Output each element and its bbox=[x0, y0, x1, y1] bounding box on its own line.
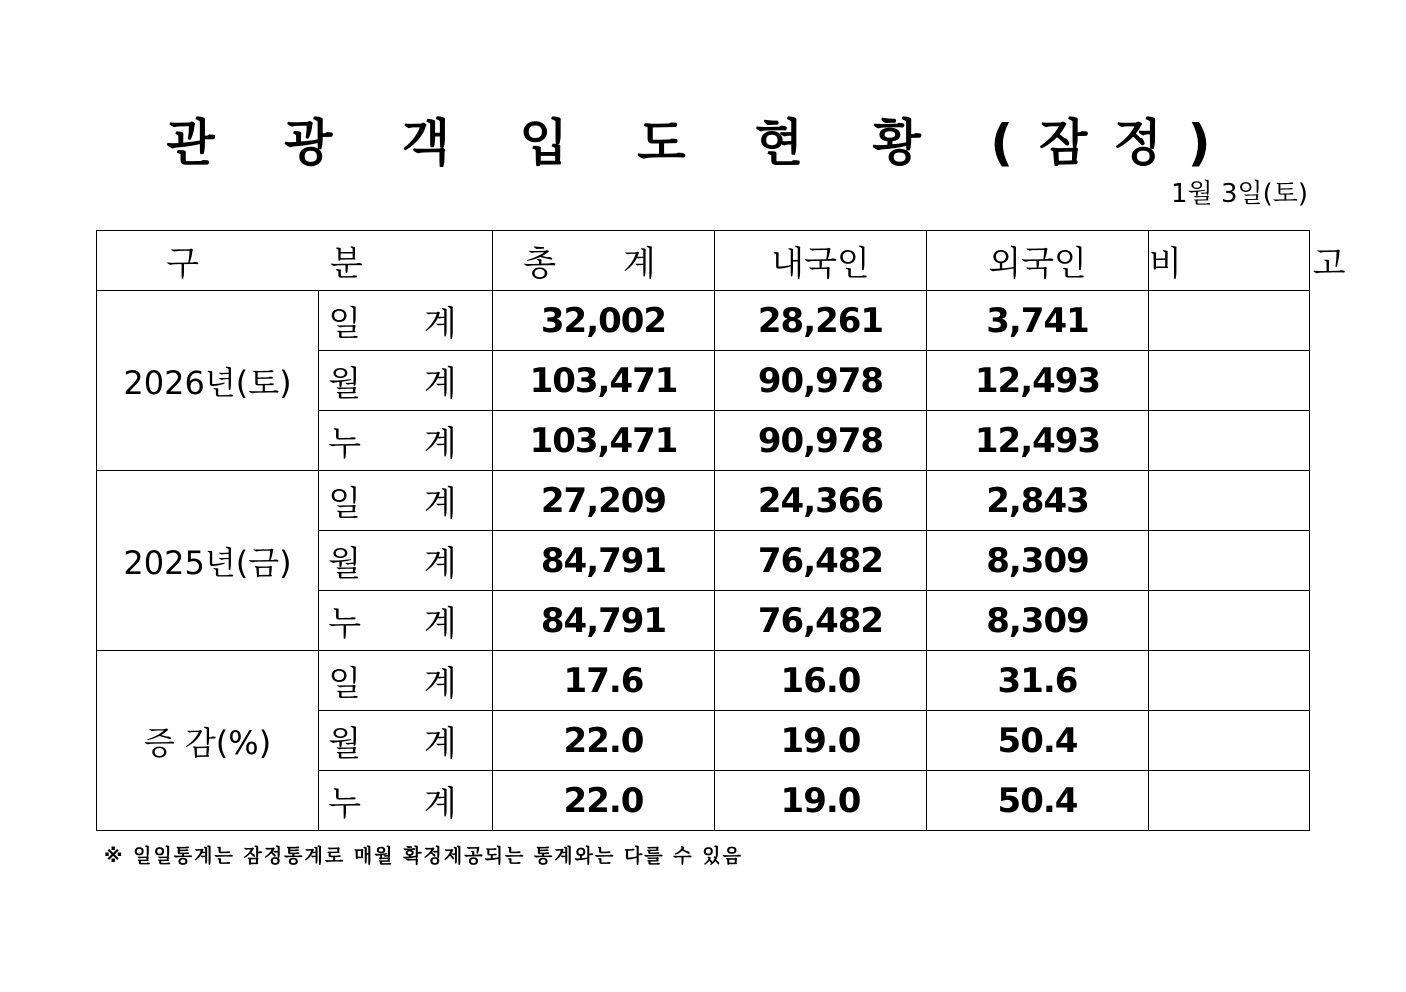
cell-domestic: 28,261 bbox=[715, 291, 927, 351]
cell-remarks bbox=[1149, 651, 1310, 711]
header-domestic: 내국인 bbox=[715, 231, 927, 291]
cell-total: 22.0 bbox=[493, 711, 715, 771]
footnote: ※ 일일통계는 잠정통계로 매월 확정제공되는 통계와는 다를 수 있음 bbox=[104, 845, 743, 867]
cell-foreign: 50.4 bbox=[927, 711, 1149, 771]
group-label-change: 증 감(%) bbox=[97, 651, 319, 831]
cell-total: 17.6 bbox=[493, 651, 715, 711]
cell-domestic: 24,366 bbox=[715, 471, 927, 531]
cell-total: 27,209 bbox=[493, 471, 715, 531]
cell-remarks bbox=[1149, 351, 1310, 411]
row-label: 일 계 bbox=[319, 651, 493, 711]
cell-foreign: 8,309 bbox=[927, 591, 1149, 651]
table-row bbox=[97, 291, 1310, 351]
cell-remarks bbox=[1149, 411, 1310, 471]
cell-total: 84,791 bbox=[493, 591, 715, 651]
cell-domestic: 90,978 bbox=[715, 351, 927, 411]
row-label: 누 계 bbox=[319, 591, 493, 651]
cell-total: 103,471 bbox=[493, 411, 715, 471]
cell-remarks bbox=[1149, 291, 1310, 351]
cell-foreign: 3,741 bbox=[927, 291, 1149, 351]
header-total: 총 계 bbox=[493, 231, 715, 291]
cell-foreign: 8,309 bbox=[927, 531, 1149, 591]
header-foreign: 외국인 bbox=[927, 231, 1149, 291]
table-row bbox=[97, 651, 1310, 711]
cell-domestic: 76,482 bbox=[715, 531, 927, 591]
header-category: 구 분 bbox=[97, 231, 493, 291]
header-remarks: 비 고 bbox=[1149, 231, 1310, 291]
cell-foreign: 31.6 bbox=[927, 651, 1149, 711]
cell-remarks bbox=[1149, 711, 1310, 771]
cell-total: 103,471 bbox=[493, 351, 715, 411]
cell-total: 84,791 bbox=[493, 531, 715, 591]
cell-remarks bbox=[1149, 531, 1310, 591]
cell-domestic: 19.0 bbox=[715, 771, 927, 831]
row-label: 월 계 bbox=[319, 711, 493, 771]
cell-foreign: 12,493 bbox=[927, 351, 1149, 411]
cell-domestic: 76,482 bbox=[715, 591, 927, 651]
group-label-2025: 2025년(금) bbox=[97, 471, 319, 651]
cell-foreign: 12,493 bbox=[927, 411, 1149, 471]
cell-domestic: 19.0 bbox=[715, 711, 927, 771]
row-label: 누 계 bbox=[319, 411, 493, 471]
row-label: 월 계 bbox=[319, 531, 493, 591]
visitor-stats-table bbox=[96, 230, 1406, 831]
table-row bbox=[97, 471, 1310, 531]
cell-total: 22.0 bbox=[493, 771, 715, 831]
report-date: 1월 3일(토) bbox=[1171, 179, 1308, 209]
cell-domestic: 90,978 bbox=[715, 411, 927, 471]
row-label: 일 계 bbox=[319, 471, 493, 531]
cell-domestic: 16.0 bbox=[715, 651, 927, 711]
page-title: 관 광 객 입 도 현 황 (잠정) bbox=[166, 114, 1237, 172]
row-label: 누 계 bbox=[319, 771, 493, 831]
cell-foreign: 2,843 bbox=[927, 471, 1149, 531]
cell-remarks bbox=[1149, 771, 1310, 831]
row-label: 월 계 bbox=[319, 351, 493, 411]
row-label: 일 계 bbox=[319, 291, 493, 351]
cell-total: 32,002 bbox=[493, 291, 715, 351]
group-label-2026: 2026년(토) bbox=[97, 291, 319, 471]
cell-remarks bbox=[1149, 591, 1310, 651]
cell-remarks bbox=[1149, 471, 1310, 531]
table-header-row bbox=[97, 231, 1310, 291]
cell-foreign: 50.4 bbox=[927, 771, 1149, 831]
